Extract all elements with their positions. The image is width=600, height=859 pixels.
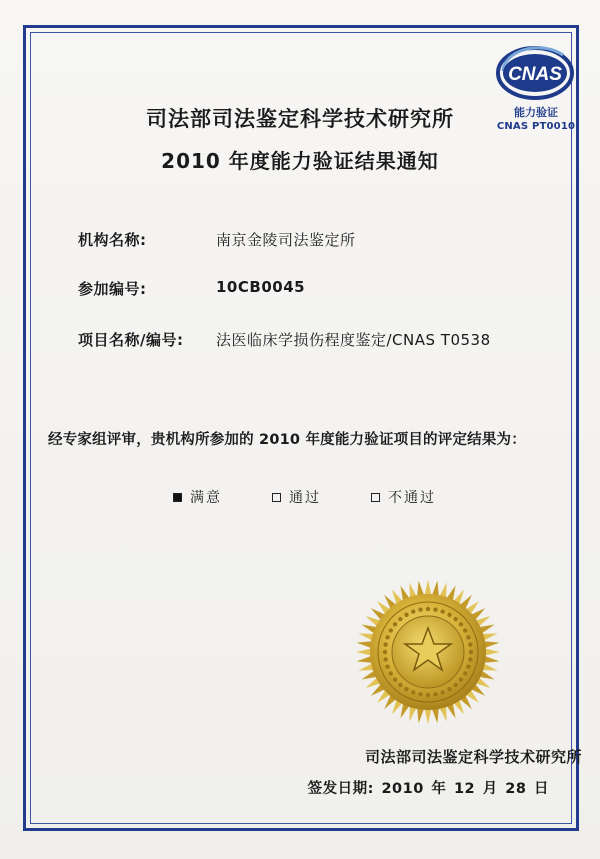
option-label: 通过 [289, 490, 321, 506]
date-month-unit: 月 [482, 781, 498, 797]
option-label: 不通过 [388, 490, 436, 506]
cnas-logo [493, 41, 577, 105]
gold-seal [354, 578, 502, 726]
project-name-value: 法医临床学损伤程度鉴定/CNAS T0538 [216, 331, 491, 349]
date-year-unit: 年 [431, 781, 447, 797]
option-label: 满意 [190, 490, 222, 506]
date-month: 12 [453, 781, 476, 797]
participant-number-value: 10CB0045 [216, 278, 306, 296]
date-day-unit: 日 [534, 781, 549, 797]
institution-name-value: 南京金陵司法鉴定所 [216, 231, 356, 249]
date-year: 2010 [381, 781, 424, 797]
result-option-pass [272, 487, 321, 507]
checkbox-icon [371, 493, 380, 502]
issuer-title: 司法部司法鉴定科学技术研究所 [146, 107, 454, 131]
project-name-label: 项目名称/编号: [78, 331, 184, 349]
result-option-satisfactory [173, 487, 222, 507]
notice-title: 2010 年度能力验证结果通知 [161, 149, 439, 173]
issue-date [0, 777, 550, 798]
checkbox-icon [173, 493, 182, 502]
cnas-code: CNAS PT0010 [496, 121, 576, 132]
result-option-fail [371, 487, 436, 507]
evaluation-statement: 经专家组评审，贵机构所参加的 2010 年度能力验证项目的评定结果为： [48, 432, 526, 448]
issuer-name: 司法部司法鉴定科学技术研究所 [364, 748, 582, 766]
cnas-subtitle: 能力验证 [514, 106, 558, 119]
date-day: 28 [505, 781, 527, 797]
institution-name-label: 机构名称: [78, 231, 147, 249]
participant-number-label: 参加编号: [78, 280, 147, 298]
date-label: 签发日期: [307, 781, 374, 797]
checkbox-icon [272, 493, 281, 502]
cnas-logo-text: CNAS [508, 64, 562, 85]
